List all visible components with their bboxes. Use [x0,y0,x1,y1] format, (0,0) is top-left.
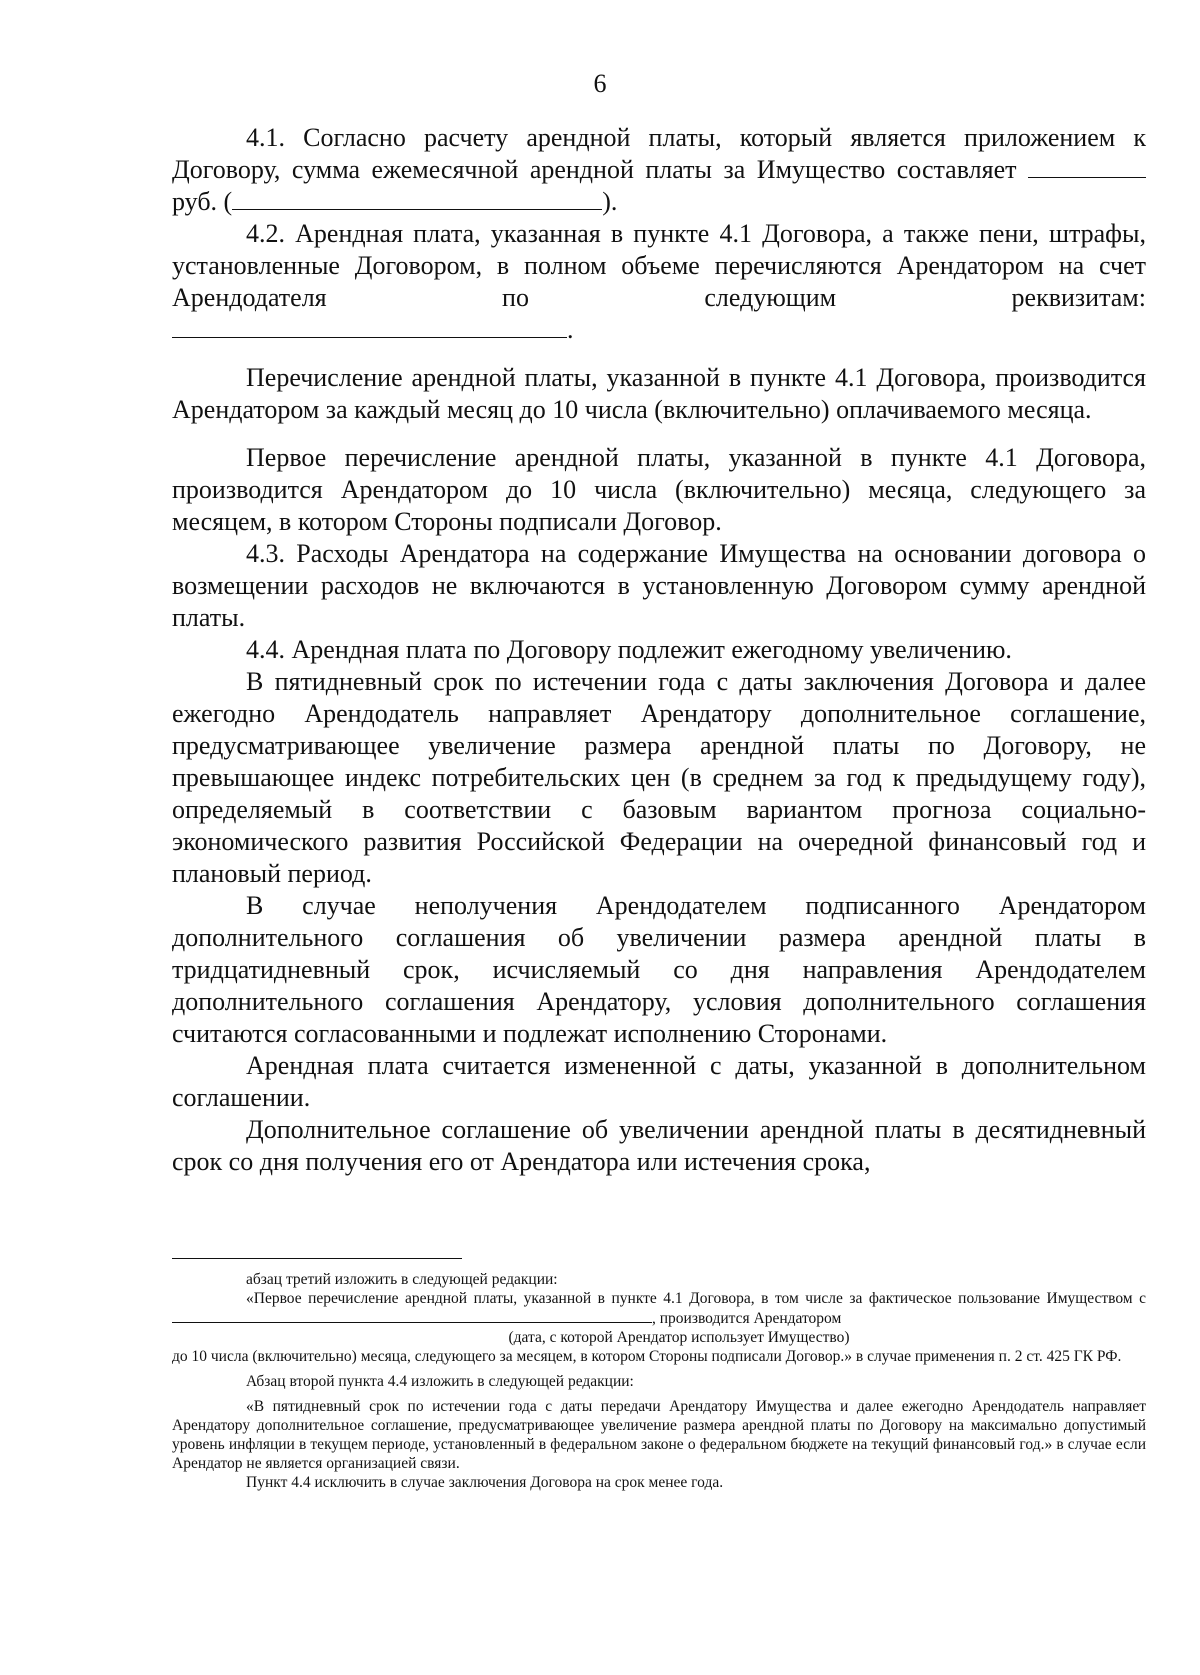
amount-words-blank [232,187,602,210]
paragraph-4-4: 4.4. Арендная плата по Договору подлежит ежегодному увеличению. [246,635,1012,664]
footnote-line-5: «В пятидневный срок по истечении года с даты передачи Арендатору Имущества и далее ежегодно Арендодатель направляет Арендатору дополнительное соглашение, предусматривающее увеличение размера арендной платы по Договору на максимально допустимый уровень инфляции в текущем периоде, установленный в федеральном законе о федеральном бюджете на текущий финансовый год.» в случае если Арендатор не является организацией связи. [172,1398,1146,1472]
paragraph-4-1-text: 4.1. Согласно расчету арендной платы, который является приложением к Договору, сумма ежемесячной арендной платы за Имущество составляет [172,123,1146,184]
footnote-line-2 [172,1289,1146,1328]
footnote-2-start: «Первое перечисление арендной платы, указанной в пункте 4.1 Договора, в том числе за фактическое пользование Имуществом с [246,1290,1146,1307]
paragraph-non-receipt: В случае неполучения Арендодателем подписанного Арендатором дополнительного соглашения об увеличении размера арендной платы в тридцатидневный срок, исчисляемый со дня направления Арендодателем дополнительного соглашения Арендатору, условия дополнительного соглашения считаются согласованными и подлежат исполнению Сторонами. [172,891,1146,1048]
document-body [172,122,1146,1178]
paragraph-transfer: Перечисление арендной платы, указанной в пункте 4.1 Договора, производится Арендатором за каждый месяц до 10 числа (включительно) оплачиваемого месяца. [172,363,1146,424]
footnote-line-1: абзац третий изложить в следующей редакции: [246,1271,558,1288]
paragraph-4-2-text: 4.2. Арендная плата, указанная в пункте 4.1 Договора, а также пени, штрафы, установленные Договором, в полном объеме перечисляются Арендатором на счет Арендодателя по следующим реквизитам: [172,219,1146,312]
footnotes [172,1270,1146,1492]
requisites-end: . [567,315,574,344]
amount-blank [1028,155,1146,178]
footnote-date-hint: (дата, с которой Арендатор использует Имущество) [508,1329,850,1346]
requisites-blank [172,315,567,338]
footnote-line-3: до 10 числа (включительно) месяца, следующего за месяцем, в котором Стороны подписали Договор.» в случае применения п. 2 ст. 425 ГК РФ. [172,1348,1122,1365]
date-blank [172,1308,652,1323]
footnote-line-4: Абзац второй пункта 4.4 изложить в следующей редакции: [246,1373,634,1390]
footnote-2-end: , производится Арендатором [652,1310,842,1327]
paragraph-five-day: В пятидневный срок по истечении года с даты заключения Договора и далее ежегодно Арендодатель направляет Арендатору дополнительное соглашение, предусматривающее увеличение размера арендной платы по Договору, не превышающее индекс потребительских цен (в среднем за год к предыдущему году), определяемый в соответствии с базовым вариантом прогноза социально-экономического развития Российской Федерации на очередной финансовый год и плановый период. [172,667,1146,888]
paragraph-4-1 [172,122,1146,218]
paragraph-changed-rent: Арендная плата считается измененной с даты, указанной в дополнительном соглашении. [172,1051,1146,1112]
paragraph-first-transfer: Первое перечисление арендной платы, указанной в пункте 4.1 Договора, производится Арендатором до 10 числа (включительно) месяца, следующего за месяцем, в котором Стороны подписали Договор. [172,443,1146,536]
paragraph-4-3: 4.3. Расходы Арендатора на содержание Имущества на основании договора о возмещении расходов не включаются в установленную Договором сумму арендной платы. [172,539,1146,632]
paragraph-4-2 [172,218,1146,314]
footnote-separator [172,1258,462,1259]
footnote-line-6: Пункт 4.4 исключить в случае заключения Договора на срок менее года. [246,1474,724,1491]
page-number: 6 [593,69,607,98]
rub-label: руб. ( [172,187,233,216]
requisites-line [172,314,1146,346]
paragraph-additional-agreement: Дополнительное соглашение об увеличении арендной платы в десятидневный срок со дня получения его от Арендатора или истечения срока, [172,1115,1146,1176]
rub-close: ). [602,187,618,216]
